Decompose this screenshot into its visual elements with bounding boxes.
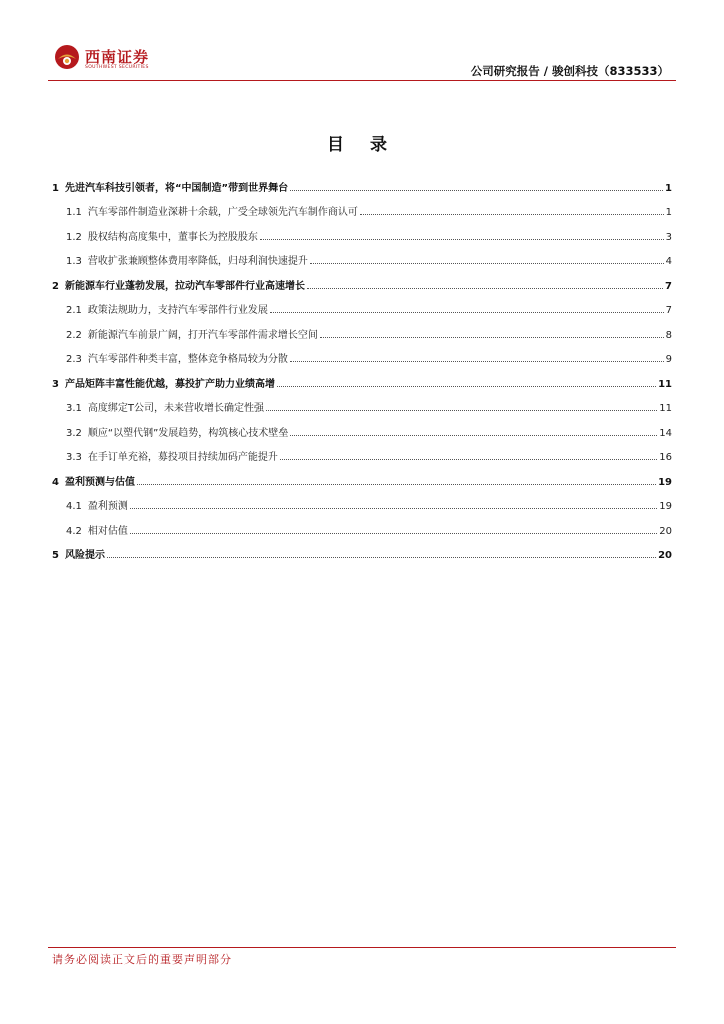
toc-dot-leader	[130, 532, 657, 534]
toc-entry-section[interactable]	[52, 414, 672, 439]
table-of-contents	[52, 169, 672, 561]
footer-notice: 请务必阅读正文后的重要声明部分	[52, 953, 232, 966]
toc-entry-page[interactable]: 9	[665, 354, 672, 365]
toc-dot-leader	[360, 213, 664, 215]
toc-dot-leader	[307, 287, 663, 289]
southwest-securities-logo-icon	[54, 44, 80, 70]
toc-entry-section[interactable]	[52, 390, 672, 415]
toc-entry-page[interactable]: 20	[658, 550, 672, 561]
toc-entry-page[interactable]: 4	[665, 256, 672, 267]
toc-entry-section[interactable]	[52, 194, 672, 219]
toc-entry-title[interactable]: 股权结构高度集中，董事长为控股股东	[87, 231, 258, 243]
toc-entry-page[interactable]: 8	[665, 329, 672, 341]
toc-entry-page[interactable]: 1	[665, 182, 672, 194]
toc-entry-section[interactable]	[52, 243, 672, 268]
header-divider	[48, 80, 676, 81]
toc-entry-title[interactable]: 风险提示	[64, 550, 105, 561]
toc-entry-page[interactable]: 14	[659, 427, 672, 439]
toc-entry-section[interactable]	[52, 439, 672, 464]
toc-dot-leader	[280, 458, 657, 460]
footer-divider	[48, 947, 676, 948]
toc-entry-title[interactable]: 汽车零部件制造业深耕十余载，广受全球领先汽车制作商认可	[87, 207, 358, 218]
toc-entry-number: 2	[52, 280, 59, 292]
toc-entry-chapter[interactable]	[52, 463, 672, 488]
report-header-title: 公司研究报告 / 骏创科技（833533）	[470, 64, 669, 78]
toc-dot-leader	[130, 507, 657, 509]
toc-entry-chapter[interactable]	[52, 267, 672, 292]
toc-entry-page[interactable]: 3	[665, 231, 672, 243]
toc-entry-title[interactable]: 相对估值	[87, 525, 128, 537]
toc-entry-page[interactable]: 19	[659, 501, 672, 512]
toc-entry-title[interactable]: 在手订单充裕，募投项目持续加码产能提升	[87, 452, 278, 463]
toc-entry-title[interactable]: 汽车零部件种类丰富，整体竞争格局较为分散	[87, 354, 288, 365]
toc-entry-number: 3.2	[66, 427, 82, 439]
toc-entry-number: 4	[52, 476, 59, 488]
toc-entry-page[interactable]: 20	[659, 525, 672, 537]
toc-entry-number: 1.3	[66, 256, 82, 267]
toc-dot-leader	[266, 409, 657, 411]
toc-title: 目 录	[327, 135, 397, 155]
toc-entry-title[interactable]: 新能源汽车前景广阔，打开汽车零部件需求增长空间	[87, 329, 318, 341]
toc-entry-page[interactable]: 19	[658, 476, 672, 488]
toc-entry-page[interactable]: 11	[659, 403, 672, 414]
toc-entry-section[interactable]	[52, 316, 672, 341]
toc-entry-title[interactable]: 顺应“以塑代钢”发展趋势，构筑核心技术壁垒	[87, 427, 289, 439]
toc-entry-number: 4.1	[66, 501, 82, 512]
toc-dot-leader	[137, 483, 656, 485]
toc-entry-number: 2.3	[66, 354, 82, 365]
toc-dot-leader	[270, 311, 664, 313]
toc-dot-leader	[310, 262, 664, 264]
toc-entry-number: 2.2	[66, 329, 82, 341]
toc-entry-chapter[interactable]	[52, 537, 672, 562]
toc-entry-number: 1.2	[66, 231, 82, 243]
toc-entry-page[interactable]: 1	[665, 207, 672, 218]
toc-entry-title[interactable]: 政策法规助力，支持汽车零部件行业发展	[87, 305, 268, 316]
toc-dot-leader	[320, 336, 664, 338]
toc-entry-section[interactable]	[52, 341, 672, 366]
toc-dot-leader	[260, 238, 664, 240]
toc-entry-section[interactable]	[52, 512, 672, 537]
toc-entry-title[interactable]: 产品矩阵丰富性能优越，募投扩产助力业绩高增	[64, 378, 275, 390]
toc-entry-number: 1	[52, 182, 59, 194]
toc-entry-number: 3.3	[66, 452, 82, 463]
toc-entry-title[interactable]: 盈利预测与估值	[64, 476, 135, 488]
toc-entry-page[interactable]: 7	[665, 305, 672, 316]
toc-entry-chapter[interactable]	[52, 365, 672, 390]
toc-entry-title[interactable]: 新能源车行业蓬勃发展，拉动汽车零部件行业高速增长	[64, 280, 305, 292]
toc-entry-title[interactable]: 高度绑定T公司，未来营收增长确定性强	[87, 403, 265, 414]
toc-entry-page[interactable]: 16	[659, 452, 672, 463]
toc-entry-page[interactable]: 11	[658, 378, 672, 390]
toc-dot-leader	[107, 556, 656, 558]
toc-entry-number: 5	[52, 550, 59, 561]
toc-dot-leader	[290, 189, 663, 191]
company-logo	[54, 44, 154, 76]
toc-entry-number: 3	[52, 378, 59, 390]
toc-entry-page[interactable]: 7	[665, 280, 672, 292]
toc-entry-title[interactable]: 先进汽车科技引领者，将“中国制造”带到世界舞台	[64, 182, 289, 194]
toc-entry-chapter[interactable]	[52, 169, 672, 194]
toc-dot-leader	[290, 434, 657, 436]
logo-name-en: SOUTHWEST SECURITIES	[85, 65, 149, 70]
toc-entry-section[interactable]	[52, 218, 672, 243]
toc-entry-number: 4.2	[66, 525, 82, 537]
toc-entry-section[interactable]	[52, 488, 672, 513]
toc-entry-section[interactable]	[52, 292, 672, 317]
toc-entry-title[interactable]: 盈利预测	[87, 501, 128, 512]
toc-entry-number: 2.1	[66, 305, 82, 316]
toc-dot-leader	[277, 385, 656, 387]
toc-entry-number: 1.1	[66, 207, 82, 218]
logo-name-cn: 西南证券	[85, 48, 150, 66]
toc-entry-number: 3.1	[66, 403, 82, 414]
toc-entry-title[interactable]: 营收扩张兼顾整体费用率降低，归母利润快速提升	[87, 256, 308, 267]
toc-dot-leader	[290, 360, 664, 362]
